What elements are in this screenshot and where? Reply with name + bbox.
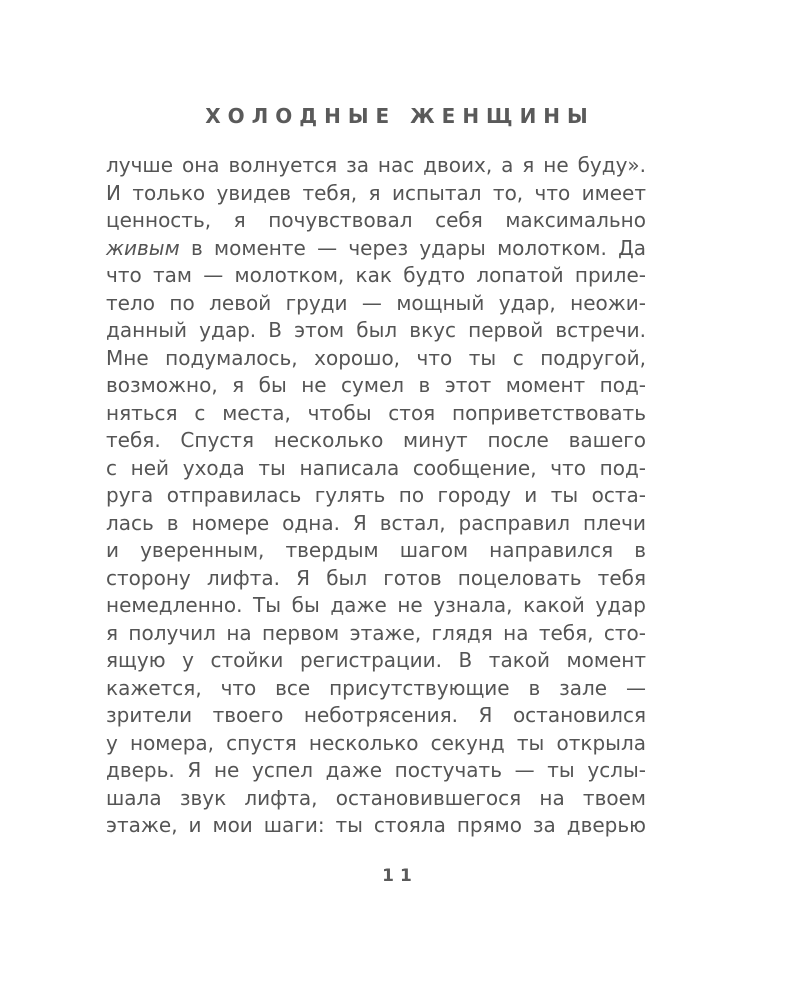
text-line: данный удар. В этом был вкус первой встречи. bbox=[106, 318, 646, 342]
text-line: ценность, я почувствовал себя максимально bbox=[106, 208, 646, 232]
text-line-rest: в моменте — через удары молотком. Да bbox=[190, 235, 647, 260]
text-line: лась в номере одна. Я встал, расправил плечи bbox=[106, 510, 646, 535]
text-line: и уверенным, твердым шагом направился в bbox=[106, 538, 646, 562]
text-line: возможно, я бы не сумел в этот момент под- bbox=[106, 373, 646, 397]
text-line: няться с места, чтобы стоя поприветствовать bbox=[106, 400, 646, 425]
text-line: я получил на первом этаже, глядя на тебя, сто- bbox=[106, 620, 646, 645]
text-line: с ней ухода ты написала сообщение, что под- bbox=[106, 455, 646, 480]
text-line: руга отправилась гулять по городу и ты оста- bbox=[106, 483, 646, 507]
text-line: зрители твоего неботрясения. Я остановился bbox=[106, 703, 646, 727]
page-number: 11 bbox=[382, 866, 418, 886]
text-line: кажется, что все присутствующие в зале — bbox=[106, 675, 646, 700]
text-line: тело по левой груди — мощный удар, неожи- bbox=[106, 290, 646, 315]
text-line: И только увидев тебя, я испытал то, что имеет bbox=[106, 180, 646, 205]
text-line: тебя. Спустя несколько минут после вашего bbox=[106, 428, 646, 452]
text-line: этаже, и мои шаги: ты стояла прямо за дверью bbox=[106, 813, 646, 837]
italic-word: живым bbox=[106, 235, 180, 260]
body-text bbox=[106, 152, 646, 840]
text-line: лучше она волнуется за нас двоих, а я не буду». bbox=[106, 153, 646, 177]
text-line: шала звук лифта, остановившегося на твоем bbox=[106, 785, 646, 810]
text-line: сторону лифта. Я был готов поцеловать тебя bbox=[106, 565, 646, 590]
text-line: дверь. Я не успел даже постучать — ты услы- bbox=[106, 758, 646, 782]
text-line: Мне подумалось, хорошо, что ты с подругой, bbox=[106, 345, 646, 370]
text-line: немедленно. Ты бы даже не узнала, какой удар bbox=[106, 593, 646, 617]
running-head: ХОЛОДНЫЕ ЖЕНЩИНЫ bbox=[205, 104, 595, 128]
text-line: у номера, спустя несколько секунд ты открыла bbox=[106, 730, 646, 755]
text-line-with-italic bbox=[106, 235, 646, 263]
text-line: ящую у стойки регистрации. В такой момент bbox=[106, 648, 646, 672]
text-line: что там — молотком, как будто лопатой приле- bbox=[106, 263, 646, 287]
